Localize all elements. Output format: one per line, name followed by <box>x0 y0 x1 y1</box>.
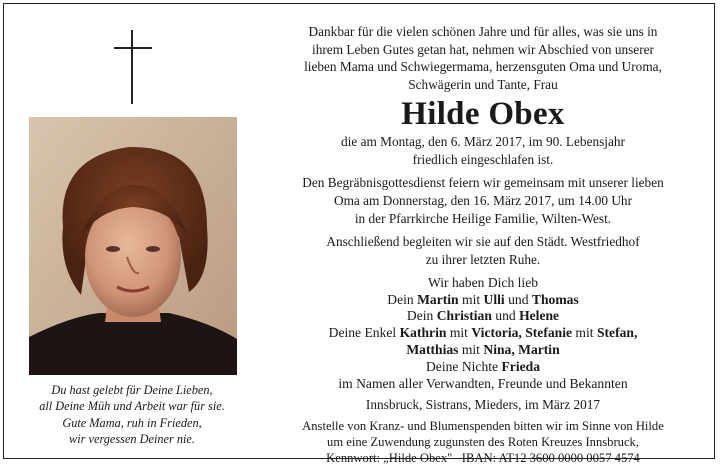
death-line: friedlich eingeschlafen ist. <box>412 151 554 167</box>
family-line: Dein Martin mit Ulli und Thomas <box>387 291 579 307</box>
intro-line: Schwägerin und Tante, Frau <box>408 77 558 93</box>
love-line: Wir haben Dich lieb <box>427 274 539 290</box>
donation-note <box>263 418 703 467</box>
burial-line: Anschließend begleiten wir sie auf den Städt. Westfriedhof <box>326 234 640 250</box>
intro-line: lieben Mama und Schwiegermama, herzensguten Oma und Uroma, <box>304 59 662 75</box>
family-line: Deine Nichte Frieda <box>425 358 540 374</box>
verse-line: Gute Mama, ruh in Frieden, <box>62 415 202 430</box>
donation-keyword: Kennwort: „Hilde Obex" <box>326 451 453 466</box>
donation-line: Anstelle von Kranz- und Blumenspenden bitten wir im Sinne von Hilde <box>302 419 664 434</box>
verse-line: Du hast gelebt für Deine Lieben, <box>51 383 213 397</box>
obituary-card <box>3 3 715 466</box>
intro-line: Dankbar für die vielen schönen Jahre und für alles, was sie uns in <box>308 24 658 39</box>
service-line: Den Begräbnisgottesdienst feiern wir gemeinsam mit unserer lieben <box>302 175 664 191</box>
memorial-verse <box>16 382 248 447</box>
verse-line: all Deine Müh und Arbeit war für sie. <box>39 399 225 414</box>
family-line: Matthias mit Nina, Martin <box>406 341 560 357</box>
service-line: Oma am Donnerstag, den 16. März 2017, um 14.00 Uhr <box>333 192 632 208</box>
family-line: Dein Christian und Helene <box>406 308 560 324</box>
family-line: Deine Enkel Kathrin mit Victoria, Stefanie mit Stefan, <box>328 325 638 341</box>
service-line: in der Pfarrkirche Heilige Familie, Wilten-West. <box>354 210 612 226</box>
intro-line: ihrem Leben Gutes getan hat, nehmen wir Abschied von unserer <box>312 41 654 57</box>
burial-line: zu ihrer letzten Ruhe. <box>425 252 541 268</box>
deceased-name: Hilde Obex <box>401 95 565 132</box>
donation-iban: IBAN: AT12 3600 0000 0057 4574 <box>461 451 640 466</box>
verse-line: wir vergessen Deiner nie. <box>69 431 195 446</box>
notice-text <box>263 23 703 467</box>
family-list <box>263 275 703 393</box>
portrait-photo <box>29 117 237 375</box>
place-date: Innsbruck, Sistrans, Mieders, im März 2017 <box>365 397 601 413</box>
donation-line: um eine Zuwendung zugunsten des Roten Kreuzes Innsbruck, <box>327 435 639 450</box>
cross-icon <box>114 30 152 104</box>
family-line: im Namen aller Verwandten, Freunde und Bekannten <box>338 375 628 391</box>
donation-reference <box>263 450 703 466</box>
death-line: die am Montag, den 6. März 2017, im 90. Lebensjahr <box>341 133 625 149</box>
